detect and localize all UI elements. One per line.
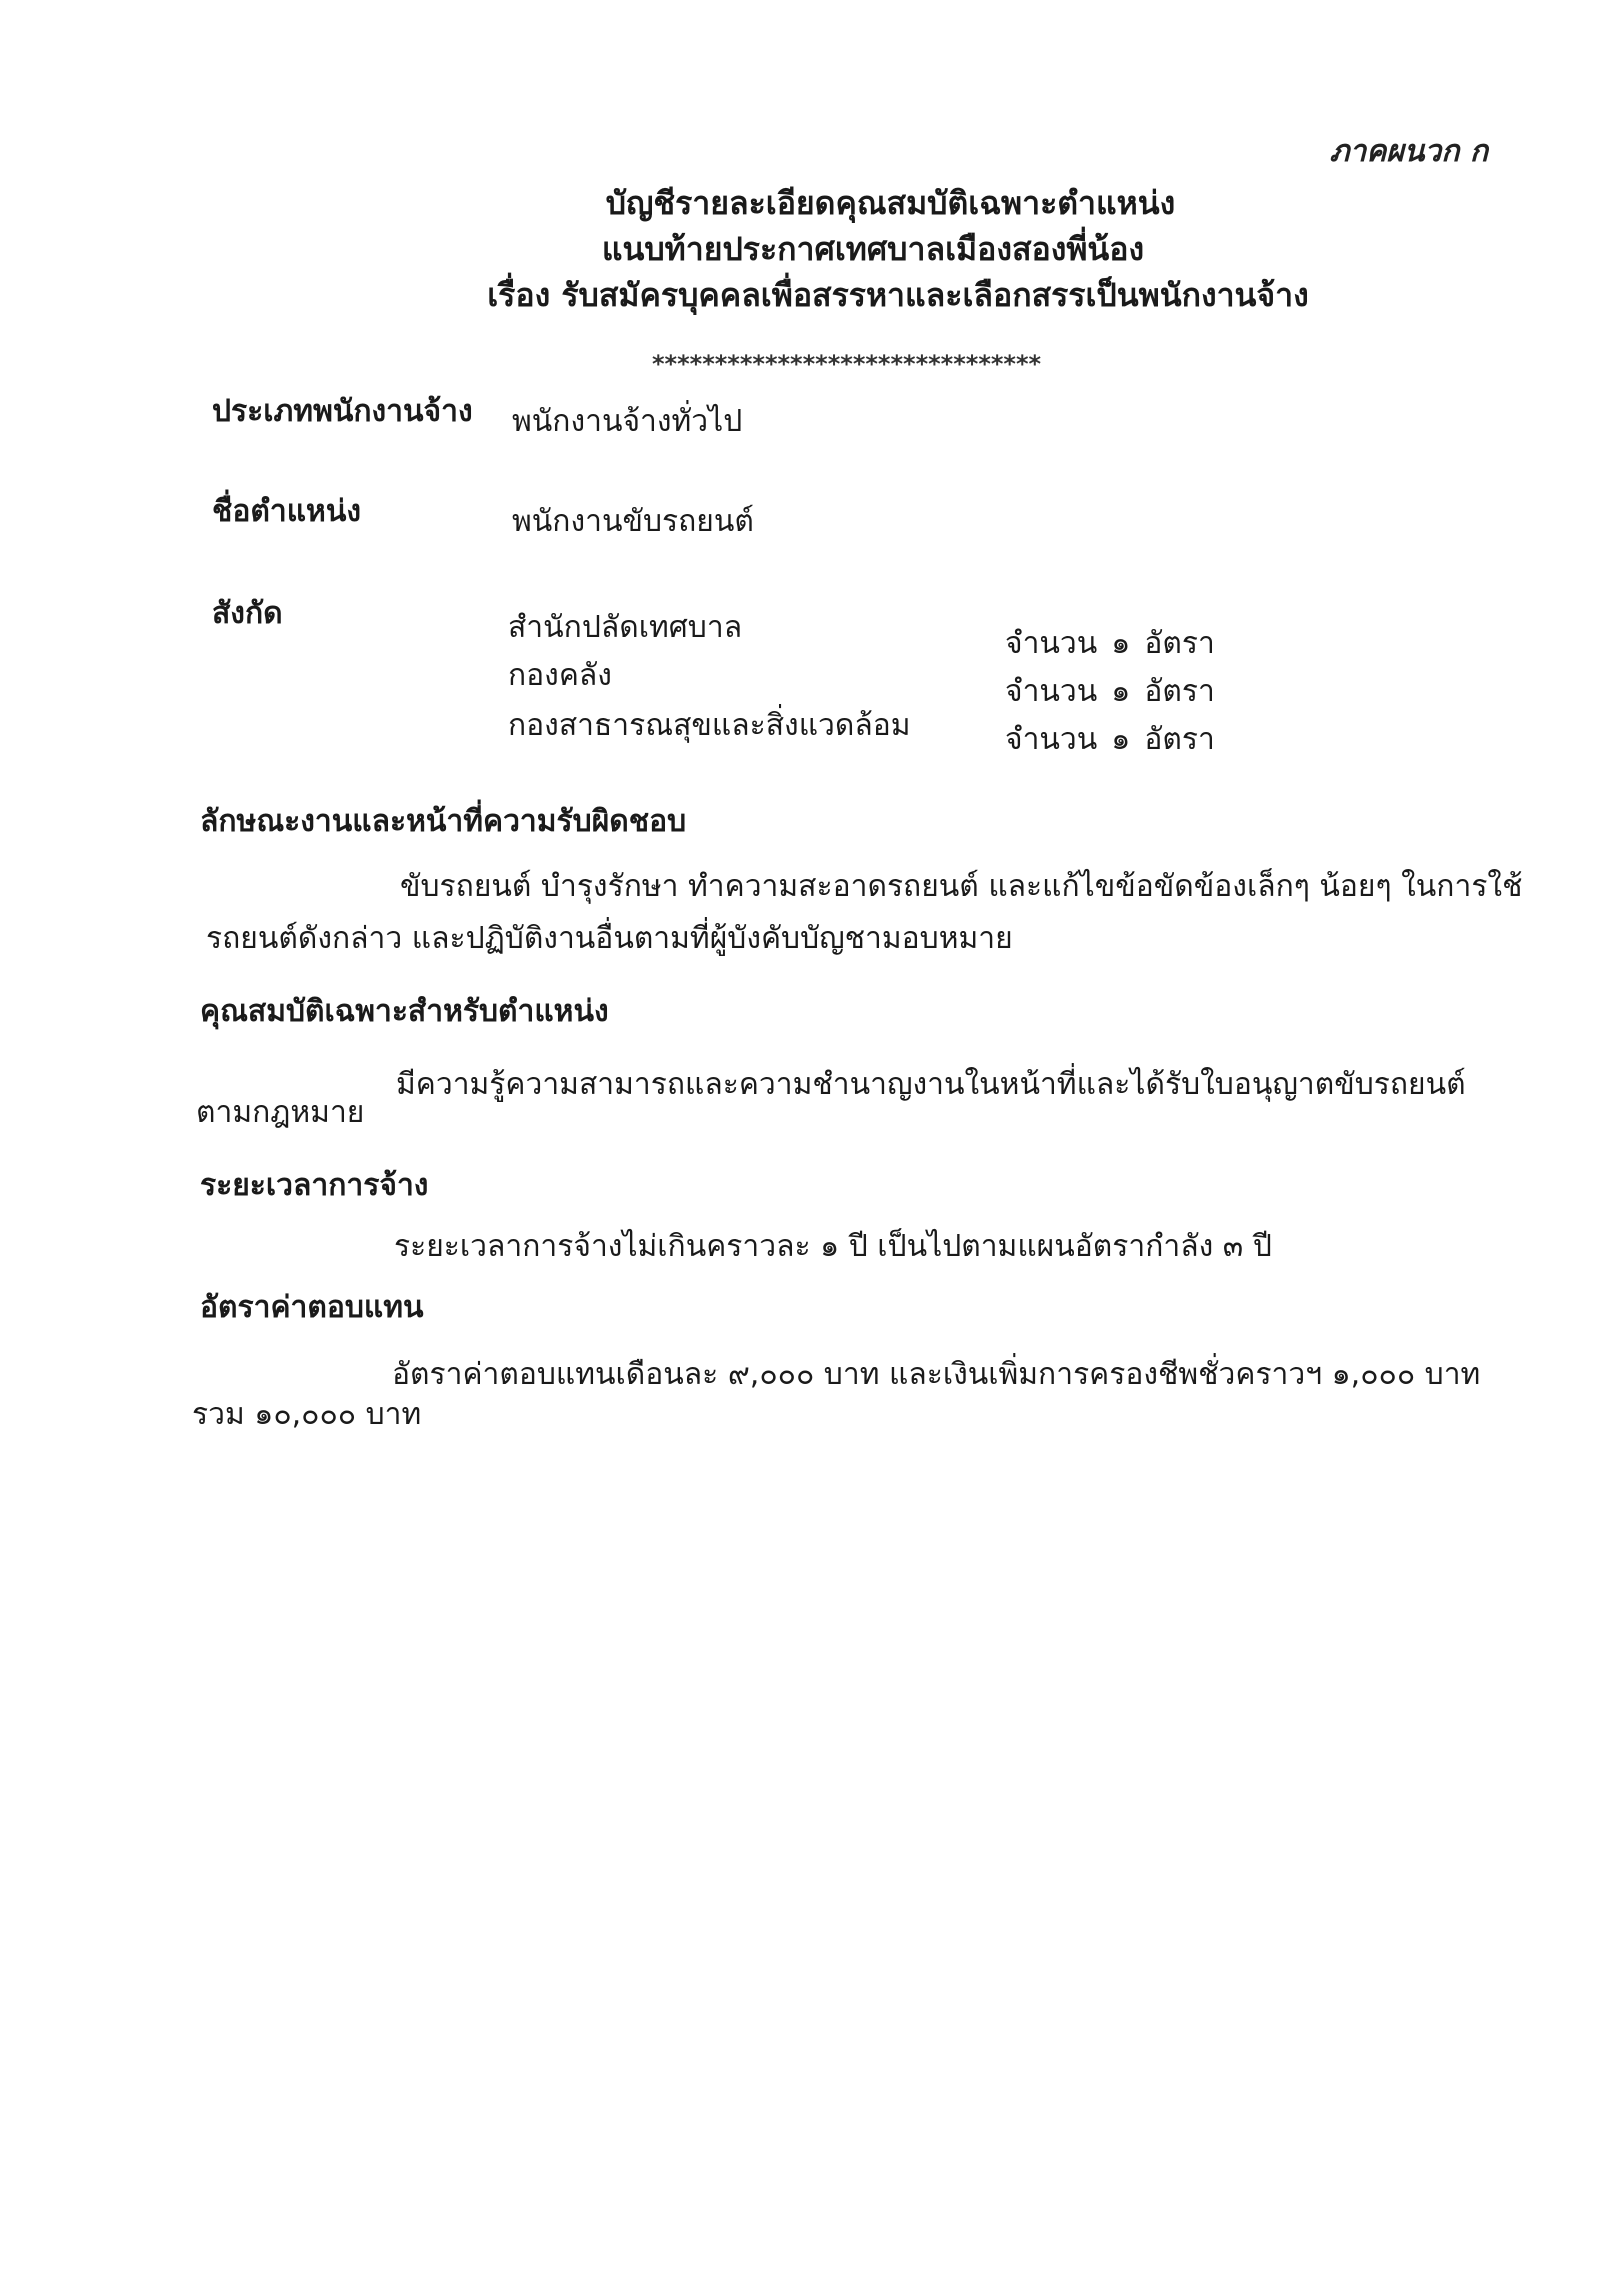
qualifications-heading: คุณสมบัติเฉพาะสำหรับตำแหน่ง <box>200 994 609 1029</box>
appendix-label: ภาคผนวก ก <box>1329 134 1488 169</box>
affiliation-unit-count <box>1005 716 1215 763</box>
count-unit: อัตรา <box>1144 722 1215 757</box>
count-unit: อัตรา <box>1144 626 1215 661</box>
compensation-line-1: อัตราค่าตอบแทนเดือนละ ๙,๐๐๐ บาท และเงินเพิ่มการครองชีพชั่วคราวฯ ๑,๐๐๐ บาท <box>392 1357 1481 1392</box>
title-separator: ******************************* <box>652 350 1042 378</box>
affiliation-unit-name: กองคลัง <box>508 658 612 693</box>
employment-period-line-1: ระยะเวลาการจ้างไม่เกินคราวละ ๑ ปี เป็นไปตามแผนอัตรากำลัง ๓ ปี <box>394 1229 1272 1264</box>
affiliation-unit-name: สำนักปลัดเทศบาล <box>508 610 743 645</box>
compensation-line-2: รวม ๑๐,๐๐๐ บาท <box>192 1397 422 1432</box>
employee-type-value: พนักงานจ้างทั่วไป <box>512 404 743 439</box>
title-line-3: เรื่อง รับสมัครบุคคลเพื่อสรรหาและเลือกสรรเป็นพนักงานจ้าง <box>487 276 1309 314</box>
document-title <box>0 180 1606 318</box>
affiliation-unit-count <box>1005 668 1215 715</box>
count-label: จำนวน <box>1005 674 1098 709</box>
affiliation-label: สังกัด <box>212 596 283 631</box>
count-value: ๑ <box>1111 722 1131 757</box>
position-label: ชื่อตำแหน่ง <box>212 494 361 529</box>
qualifications-line-1: มีความรู้ความสามารถและความชำนาญงานในหน้าที่และได้รับใบอนุญาตขับรถยนต์ <box>396 1067 1466 1102</box>
duties-line-1: ขับรถยนต์ บำรุงรักษา ทำความสะอาดรถยนต์ และแก้ไขข้อขัดข้องเล็กๆ น้อยๆ ในการใช้ <box>400 869 1523 904</box>
title-line-1: บัญชีรายละเอียดคุณสมบัติเฉพาะตำแหน่ง <box>605 184 1176 222</box>
position-value: พนักงานขับรถยนต์ <box>512 504 754 539</box>
compensation-heading: อัตราค่าตอบแทน <box>200 1290 424 1325</box>
employee-type-label: ประเภทพนักงานจ้าง <box>212 394 473 429</box>
duties-heading: ลักษณะงานและหน้าที่ความรับผิดชอบ <box>200 804 687 839</box>
count-value: ๑ <box>1111 674 1131 709</box>
count-label: จำนวน <box>1005 722 1098 757</box>
affiliation-unit-count <box>1005 620 1215 667</box>
count-unit: อัตรา <box>1144 674 1215 709</box>
count-value: ๑ <box>1111 626 1131 661</box>
count-label: จำนวน <box>1005 626 1098 661</box>
title-line-2: แนบท้ายประกาศเทศบาลเมืองสองพี่น้อง <box>601 230 1145 268</box>
affiliation-unit-name: กองสาธารณสุขและสิ่งแวดล้อม <box>508 708 911 743</box>
employment-period-heading: ระยะเวลาการจ้าง <box>200 1168 429 1203</box>
duties-line-2: รถยนต์ดังกล่าว และปฏิบัติงานอื่นตามที่ผู้บังคับบัญชามอบหมาย <box>206 921 1013 956</box>
qualifications-line-2: ตามกฎหมาย <box>196 1095 365 1130</box>
